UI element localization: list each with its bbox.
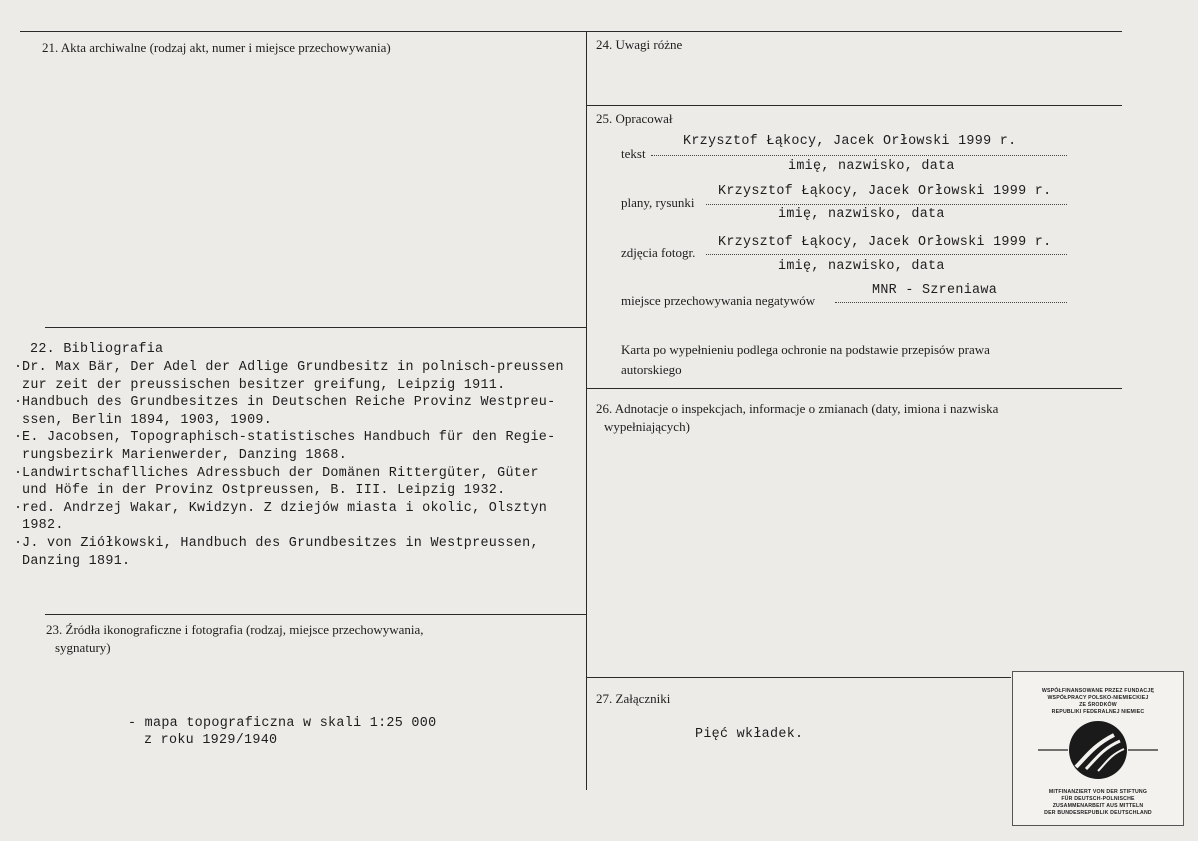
row-plany-caption: imię, nazwisko, data: [778, 207, 945, 222]
bib-entry-3-cont: rungsbezirk Marienwerder, Danzing 1868.: [22, 447, 348, 463]
row-tekst-value: Krzysztof Łąkocy, Jacek Orłowski 1999 r.: [683, 134, 1017, 149]
stamp-line-2: WSPÓŁPRACY POLSKO-NIEMIECKIEJ: [1047, 695, 1149, 701]
bib-entry-4-cont: und Höfe in der Provinz Ostpreussen, B. III. Leipzig 1932.: [22, 483, 506, 499]
row-tekst-label: tekst: [621, 146, 646, 161]
row-plany-value: Krzysztof Łąkocy, Jacek Orłowski 1999 r.: [718, 184, 1052, 199]
bib-entry-6: ·J. von Ziółkowski, Handbuch des Grundbesitzes in Westpreussen,: [14, 535, 539, 551]
foundation-logo-icon: [1038, 719, 1158, 781]
section-26-title: 26. Adnotacje o inspekcjach, informacje o zmianach (daty, imiona i nazwiska: [596, 401, 999, 416]
bib-entry-2: ·Handbuch des Grundbesitzes in Deutschen Reiche Provinz Westpreu-: [14, 395, 556, 411]
stamp-line-1: WSPÓŁFINANSOWANE PRZEZ FUNDACJĘ: [1041, 688, 1155, 694]
stamp-line-4: REPUBLIKI FEDERALNEJ NIEMIEC: [1051, 709, 1145, 715]
section-23-title: 23. Źródła ikonograficzne i fotografia (rodzaj, miejsce przechowywania,: [46, 622, 424, 637]
row-zdjecia-value: Krzysztof Łąkocy, Jacek Orłowski 1999 r.: [718, 235, 1052, 250]
stamp-line-6: FÜR DEUTSCH-POLNISCHE: [1061, 796, 1135, 802]
negatives-value: MNR - Szreniawa: [872, 283, 998, 298]
section-27-title: 27. Załączniki: [596, 691, 671, 706]
section-23-map: - mapa topograficzna w skali 1:25 000: [128, 716, 437, 731]
row-plany-label: plany, rysunki: [621, 195, 695, 210]
section-23-title-cont: sygnatury): [55, 640, 111, 655]
bib-entry-4: ·Landwirtschaflliches Adressbuch der Domänen Rittergüter, Güter: [14, 465, 539, 481]
divider-27: [587, 677, 1011, 678]
stamp-line-5: MITFINANZIERT VON DER STIFTUNG: [1048, 789, 1148, 795]
section-27-value: Pięć wkładek.: [695, 727, 804, 742]
bibliography-list: [14, 359, 564, 570]
bib-entry-6-cont: Danzing 1891.: [22, 553, 131, 569]
section-21-title: 21. Akta archiwalne (rodzaj akt, numer i miejsce przechowywania): [42, 40, 391, 55]
bib-entry-3: ·E. Jacobsen, Topographisch-statistisches Handbuch für den Regie-: [14, 430, 556, 446]
divider-22: [45, 327, 586, 328]
bib-entry-5: ·red. Andrzej Wakar, Kwidzyn. Z dziejów miasta i okolic, Olsztyn: [14, 500, 548, 516]
section-25-title: 25. Opracował: [596, 111, 673, 126]
divider-26: [587, 388, 1122, 389]
negatives-label: miejsce przechowywania negatywów: [621, 293, 816, 308]
row-plany-dots: [706, 204, 1067, 205]
section-22-title: 22. Bibliografia: [30, 342, 164, 357]
stamp-line-8: DER BUNDESREPUBLIK DEUTSCHLAND: [1044, 810, 1152, 816]
top-border: [20, 31, 1122, 32]
stamp-line-3: ZE ŚRODKÓW: [1079, 702, 1117, 708]
section-24-title: 24. Uwagi różne: [596, 37, 683, 52]
bib-entry-1-cont: zur zeit der preussischen besitzer greifung, Leipzig 1911.: [22, 377, 506, 393]
funding-stamp: [1012, 671, 1184, 826]
section-23-year: z roku 1929/1940: [144, 733, 278, 748]
section-26-title-cont: wypełniających): [604, 419, 690, 434]
stamp-line-7: ZUSAMMENARBEIT AUS MITTELN: [1052, 803, 1144, 809]
bib-entry-5-cont: 1982.: [22, 518, 64, 534]
row-zdjecia-label: zdjęcia fotogr.: [621, 245, 696, 260]
divider-25: [587, 105, 1122, 106]
bib-entry-2-cont: ssen, Berlin 1894, 1903, 1909.: [22, 412, 273, 428]
negatives-dots: [835, 302, 1067, 303]
row-zdjecia-caption: imię, nazwisko, data: [778, 259, 945, 274]
row-tekst-dots: [651, 155, 1067, 156]
divider-23: [45, 614, 586, 615]
bib-entry-1: ·Dr. Max Bär, Der Adel der Adlige Grundbesitz in polnisch-preussen: [14, 360, 564, 375]
row-zdjecia-dots: [706, 254, 1067, 255]
row-tekst-caption: imię, nazwisko, data: [788, 159, 955, 174]
copyright-note: Karta po wypełnieniu podlega ochronie na podstawie przepisów prawa autorskiego: [621, 342, 990, 377]
